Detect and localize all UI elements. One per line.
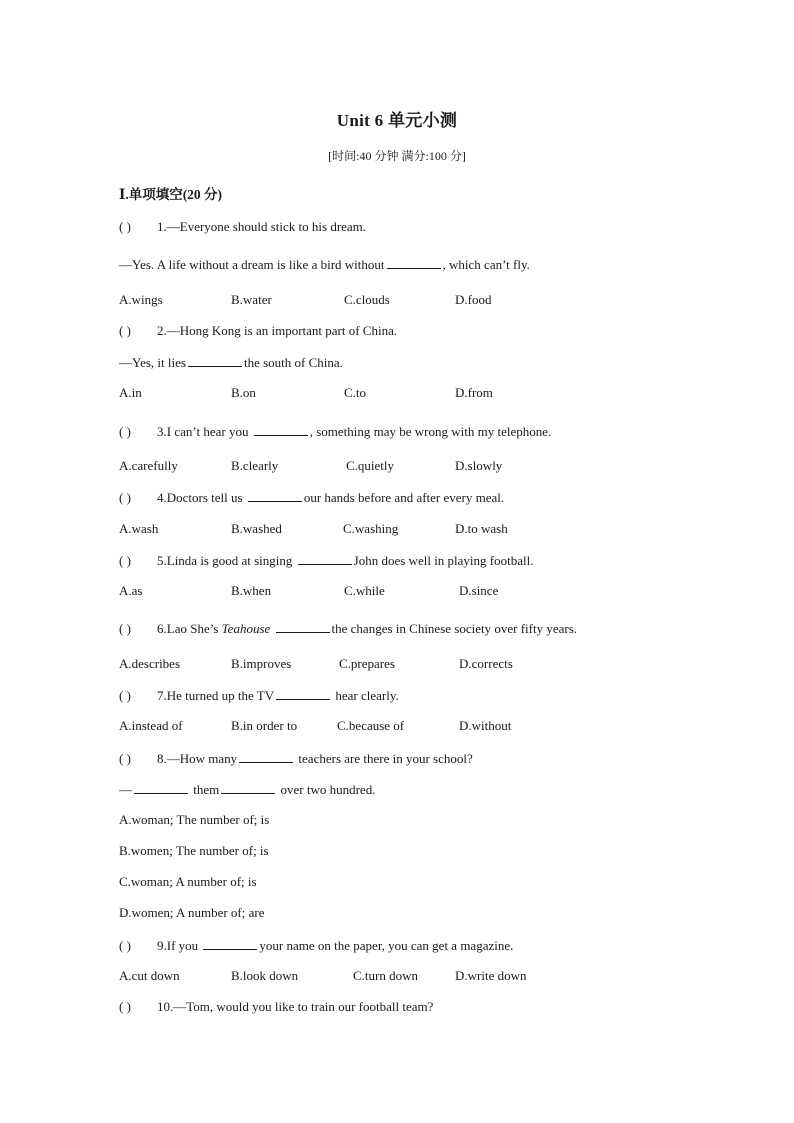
fill-blank <box>221 781 275 794</box>
section-heading: Ⅰ.单项填空(20 分) <box>119 187 223 202</box>
question-10: ( ) 10.—Tom, would you like to train our football team? <box>119 999 434 1014</box>
question-1: ( ) 1.—Everyone should stick to his dream. <box>119 219 367 234</box>
question-7: ( ) 7.He turned up the TV hear clearly. <box>119 688 399 703</box>
option-d: D.women; A number of; are <box>119 905 265 920</box>
option-c: C.woman; A number of; is <box>119 874 257 889</box>
question-5: ( ) 5.Linda is good at singing John does well in playing football. <box>119 553 534 568</box>
time-score-info: [时间:40 分钟 满分:100 分] <box>328 149 466 163</box>
book-title: Teahouse <box>221 621 271 636</box>
fill-blank <box>134 781 188 794</box>
question-2-line-2: —Yes, it lies the south of China. <box>119 355 343 370</box>
page-title: Unit 6 单元小测 <box>336 111 458 130</box>
question-9: ( ) 9.If you your name on the paper, you can get a magazine. <box>119 938 514 953</box>
fill-blank <box>203 937 257 950</box>
fill-blank <box>387 256 441 269</box>
question-8: ( ) 8.—How many teachers are there in your school? <box>119 751 473 766</box>
fill-blank <box>248 489 302 502</box>
question-4: ( ) 4.Doctors tell us our hands before and after every meal. <box>119 490 505 505</box>
option-d: D.food <box>455 292 492 307</box>
option-a: A.woman; The number of; is <box>119 812 270 827</box>
question-3: ( ) 3.I can’t hear you , something may be wrong with my telephone. <box>119 424 552 439</box>
question-6: ( ) 6.Lao She’s Teahouse the changes in Chinese society over fifty years. <box>119 621 578 636</box>
fill-blank <box>239 750 293 763</box>
option-b: B.water <box>231 292 272 307</box>
question-1-line-2: —Yes. A life without a dream is like a bird without , which can’t fly. <box>119 257 530 272</box>
fill-blank <box>276 687 330 700</box>
document-page: Unit 6 单元小测 [时间:40 分钟 满分:100 分] Ⅰ.单项填空(20 分) ( ) 1.—Everyone should stick to his dream. —Yes. A life without a dream is like a bird without , which can’t fly. A.wings B.water C.clouds D.food ( ) 2.—Hong Kong is an important part of China. —Yes, it lies the south of China. A.in B.on C.to D.from ( ) 3.I can’t hear you , something may be wrong with my telephone. A.carefully B.clearly C.quietly D.slowly ( ) 4.Doctors tell us our hands before and after every meal. A.wash B.washed C.washing D.to wash ( ) 5.Linda is good at singing John does well in playing football. A.as B.when C.while D.since ( ) 6.Lao She’s Teahouse the changes in Chinese society over fifty years. A.describes B.improves C.prepares D.corrects ( ) 7.He turned up the TV hear clearly. A.instead of B.in order to C.because of D.without ( ) 8.—How many teachers are there in your school? — them over two hundred. A.woman; The number of; is B.women; The number of; is C.woman; A number of; is D.women; A number of; are ( ) 9.If you your name on the paper, you can get a magazine. A.cut down B.look down C.turn down D.write down ( ) 10.—Tom, would you like to train our football team? <box>0 0 794 1123</box>
fill-blank <box>188 354 242 367</box>
option-a: A.wings <box>119 292 163 307</box>
fill-blank <box>298 552 352 565</box>
question-8-line-2: — them over two hundred. <box>119 782 376 797</box>
answer-paren: ( ) <box>119 219 131 234</box>
question-2: ( ) 2.—Hong Kong is an important part of China. <box>119 323 398 338</box>
fill-blank <box>276 620 330 633</box>
option-c: C.clouds <box>344 292 390 307</box>
fill-blank <box>254 423 308 436</box>
option-b: B.women; The number of; is <box>119 843 269 858</box>
